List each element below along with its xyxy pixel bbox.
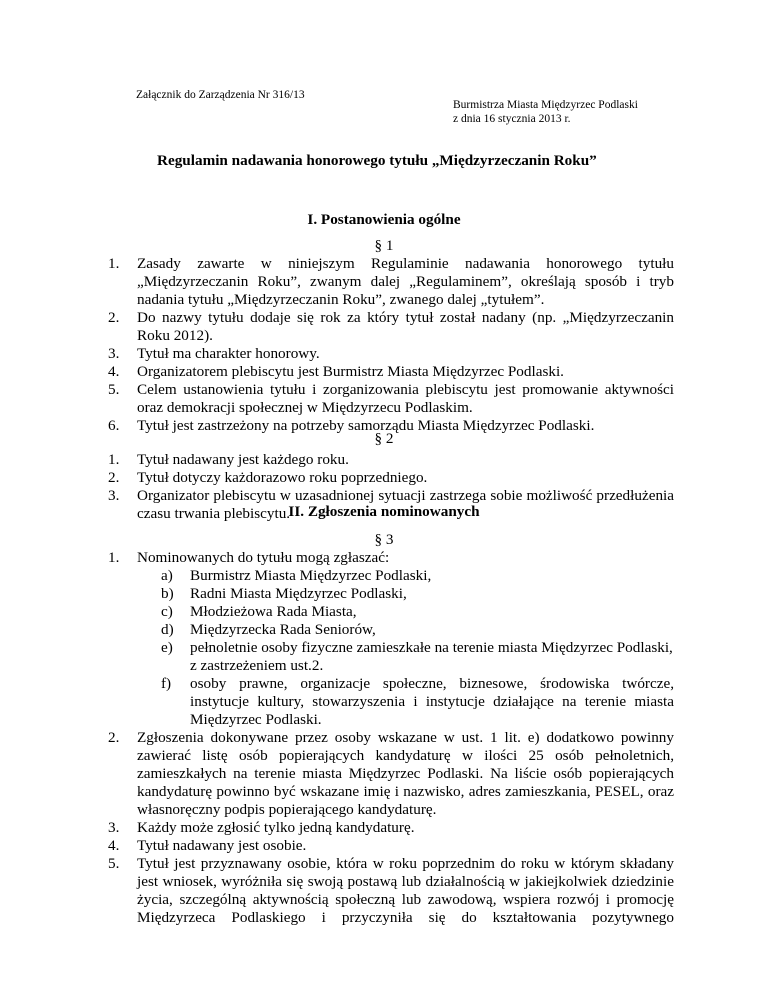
sublist-item: c) Młodzieżowa Rada Miasta, (161, 603, 357, 620)
list-item: 2. Do nazwy tytułu dodaje się rok za który tytuł został nadany (np. „Międzyrzeczanin Roku 2012). (108, 309, 674, 344)
paragraph-3-mark: § 3 (374, 531, 394, 548)
list-item: 3. Organizator plebiscytu w uzasadnionej sytuacji zastrzega sobie możliwość przedłużenia czasu trwania plebiscytu. (108, 487, 674, 522)
list-item: 1. Nominowanych do tytułu mogą zgłaszać: a) Burmistrz Miasta Międzyrzec Podlaski, b) Radni Miasta Międzyrzec Podlaski, c) Młodzieżowa Rada Miasta, d) Międzyrzecka Rada Seniorów, e) pełnoletnie osoby fizyczne zamieszkałe na terenie miasta Międzyrzec Podlaski, z zastrzeżeniem ust.2. f) osoby prawne, organizacje społeczne, biznesowe, środowiska twórcze, instytucje kultury, stowarzyszenia i instytucje działające na terenie miasta Międzyrzec Podlaski. (108, 549, 674, 728)
list-item: 1. Tytuł nadawany jest każdego roku. (108, 451, 349, 468)
paragraph-3-list (108, 549, 674, 927)
issuer-block (453, 98, 638, 126)
section-2-heading: II. Zgłoszenia nominowanych (288, 503, 480, 520)
sublist-item: a) Burmistrz Miasta Międzyrzec Podlaski, (161, 567, 432, 584)
list-item: 5. Tytuł jest przyznawany osobie, która w roku poprzednim do roku w którym składany jest wniosek, wyróżniła się swoją postawą lub działalnością w jakiejkolwiek dziedzinie życia, szczególną aktywnością społeczną lub zawodową, wspiera rozwój i promocję Międzyrzeca Podlaskiego i przyczyniła się do kształtowania pozytywnego (108, 855, 674, 926)
list-item: 4. Tytuł nadawany jest osobie. (108, 837, 307, 854)
list-item: 3. Każdy może zgłosić tylko jedną kandydaturę. (108, 819, 415, 836)
list-item: 3. Tytuł ma charakter honorowy. (108, 345, 320, 362)
sublist-item: d) Międzyrzecka Rada Seniorów, (161, 621, 376, 638)
sublist-item: e) pełnoletnie osoby fizyczne zamieszkałe na terenie miasta Międzyrzec Podlaski, z zastrzeżeniem ust.2. (161, 639, 673, 674)
list-item: 2. Tytuł dotyczy każdorazowo roku poprzedniego. (108, 469, 428, 486)
list-item: 1. Zasady zawarte w niniejszym Regulaminie nadawania honorowego tytułu „Międzyrzeczanin Roku”, zwanym dalej „Regulaminem”, określają sposób i tryb nadania tytułu „Międzyrzeczanin Roku”, zwanego dalej „tytułem”. (108, 255, 674, 308)
sublist-item: f) osoby prawne, organizacje społeczne, biznesowe, środowiska twórcze, instytucje kultury, stowarzyszenia i instytucje działające na terenie miasta Międzyrzec Podlaski. (161, 675, 674, 728)
paragraph-2-mark: § 2 (374, 430, 394, 447)
annex-line: Załącznik do Zarządzenia Nr 316/13 (136, 89, 305, 101)
list-item: 5. Celem ustanowienia tytułu i zorganizowania plebiscytu jest promowanie aktywności oraz demokracji społecznej w Międzyrzecu Podlaskim. (108, 381, 674, 416)
paragraph-1-mark: § 1 (374, 237, 394, 254)
section-1-heading: I. Postanowienia ogólne (307, 211, 461, 228)
list-item: 6. Tytuł jest zastrzeżony na potrzeby samorządu Miasta Międzyrzec Podlaski. (108, 417, 595, 434)
list-item: 4. Organizatorem plebiscytu jest Burmistrz Miasta Międzyrzec Podlaski. (108, 363, 564, 380)
document-title: Regulamin nadawania honorowego tytułu „Międzyrzeczanin Roku” (157, 152, 597, 169)
sublist-item: b) Radni Miasta Międzyrzec Podlaski, (161, 585, 407, 602)
issuer-line: Burmistrza Miasta Międzyrzec Podlaski (453, 99, 638, 111)
list-item: 2. Zgłoszenia dokonywane przez osoby wskazane w ust. 1 lit. e) dodatkowo powinny zawierać listę osób popierających kandydaturę w ilości 25 osób pełnoletnich, zamieszkałych na terenie miasta Międzyrzec Podlaski. Na liście osób popierających kandydaturę powinno być wskazane imię i nazwisko, adres zamieszkania, PESEL, oraz własnoręczny podpis popierającego kandydaturę. (108, 729, 674, 818)
nominator-sublist (137, 567, 674, 729)
paragraph-1-list (108, 255, 674, 435)
date-line: z dnia 16 stycznia 2013 r. (453, 113, 571, 125)
